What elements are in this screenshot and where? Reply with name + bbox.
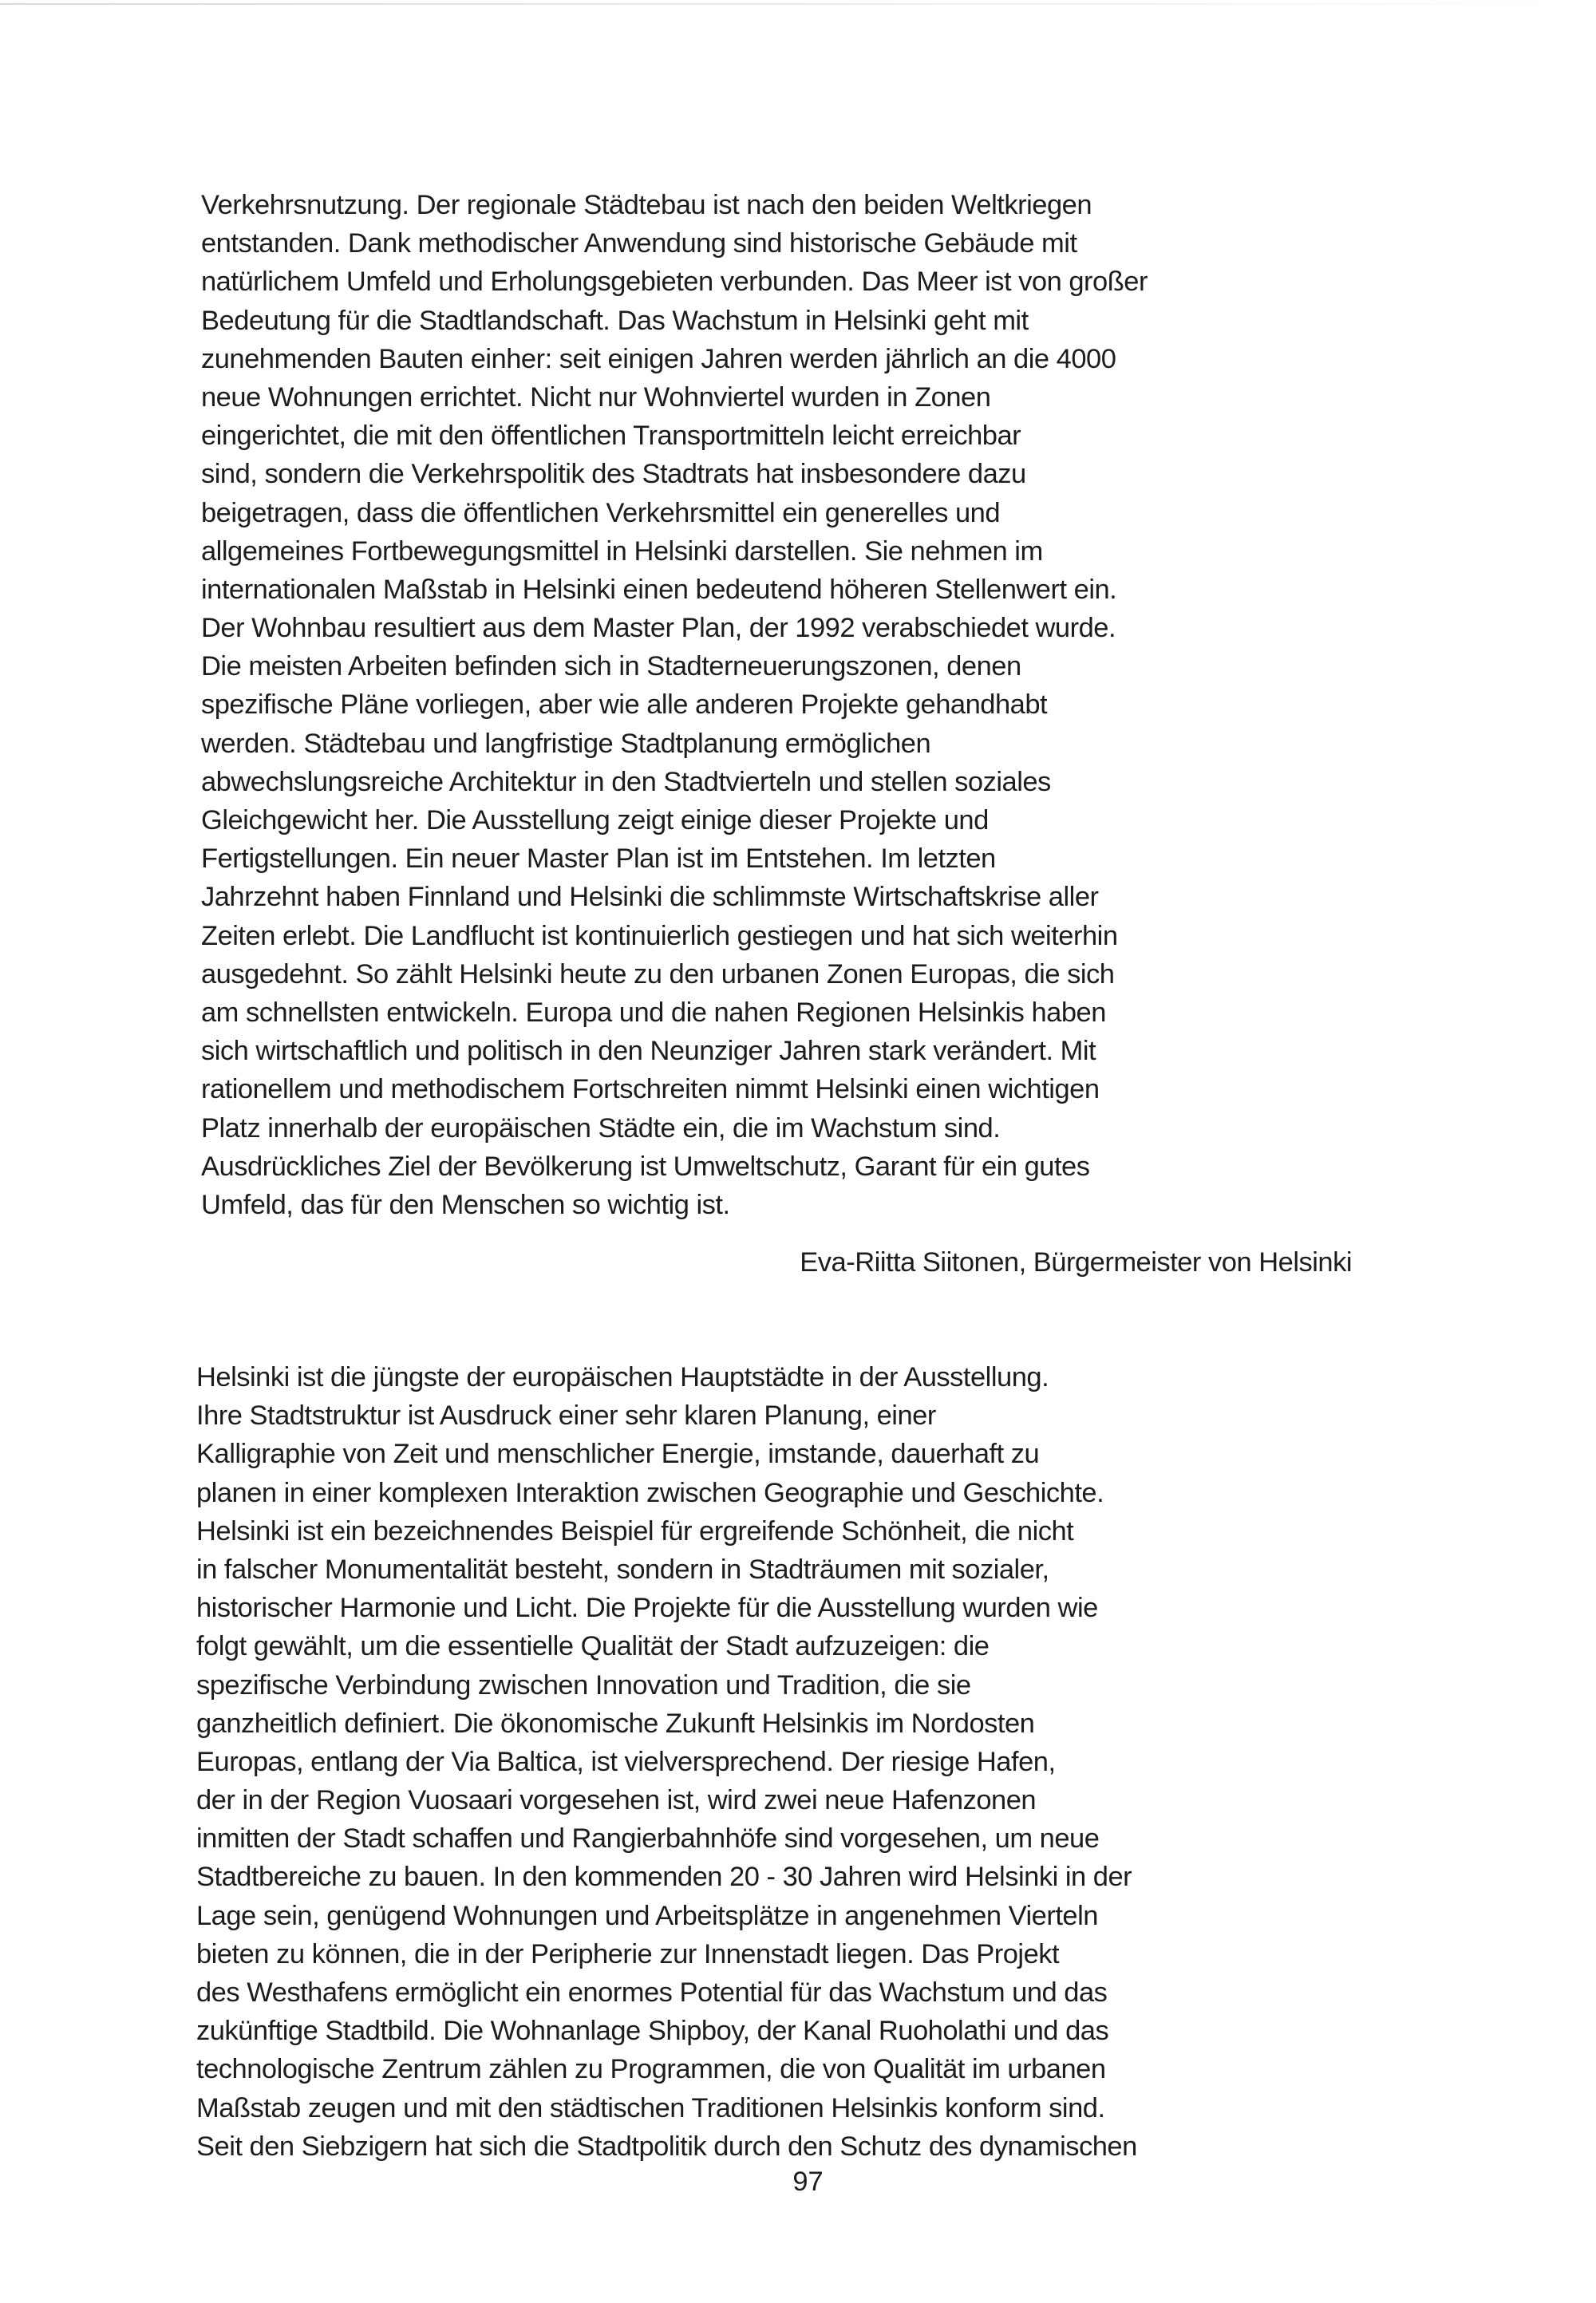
text-line: in falscher Monumentalität besteht, sondern in Stadträumen mit sozialer,: [196, 1554, 1049, 1585]
text-line: Ausdrückliches Ziel der Bevölkerung ist Umweltschutz, Garant für ein gutes: [201, 1151, 1090, 1182]
text-line: spezifische Verbindung zwischen Innovation und Tradition, die sie: [196, 1669, 971, 1701]
text-line: abwechslungsreiche Architektur in den Stadtvierteln und stellen soziales: [201, 766, 1051, 797]
text-line: sind, sondern die Verkehrspolitik des Stadtrats hat insbesondere dazu: [201, 459, 1026, 490]
text-line: Zeiten erlebt. Die Landflucht ist kontinuierlich gestiegen und hat sich weiterhin: [201, 920, 1118, 951]
text-line: Seit den Siebzigern hat sich die Stadtpolitik durch den Schutz des dynamischen: [196, 2131, 1137, 2162]
text-line: zunehmenden Bauten einher: seit einigen Jahren werden jährlich an die 4000: [201, 343, 1116, 374]
text-line: Umfeld, das für den Menschen so wichtig ist.: [201, 1189, 730, 1220]
text-line: Jahrzehnt haben Finnland und Helsinki die schlimmste Wirtschaftskrise aller: [201, 882, 1099, 913]
text-line: Gleichgewicht her. Die Ausstellung zeigt einige dieser Projekte und: [201, 805, 989, 835]
text-line: zukünftige Stadtbild. Die Wohnanlage Shipboy, der Kanal Ruoholathi und das: [196, 2016, 1109, 2047]
text-line: sich wirtschaftlich und politisch in den Neunziger Jahren stark verändert. Mit: [201, 1036, 1096, 1067]
text-line: beigetragen, dass die öffentlichen Verkehrsmittel ein generelles und: [201, 497, 1001, 528]
text-line: spezifische Pläne vorliegen, aber wie alle anderen Projekte gehandhabt: [201, 689, 1048, 721]
text-line: Europas, entlang der Via Baltica, ist vielversprechend. Der riesige Hafen,: [196, 1746, 1056, 1777]
text-line: der in der Region Vuosaari vorgesehen ist, wird zwei neue Hafenzonen: [196, 1785, 1037, 1816]
text-line: Helsinki ist ein bezeichnendes Beispiel für ergreifende Schönheit, die nicht: [196, 1515, 1074, 1547]
text-line: historischer Harmonie und Licht. Die Projekte für die Ausstellung wurden wie: [196, 1593, 1098, 1624]
text-line: Bedeutung für die Stadtlandschaft. Das Wachstum in Helsinki geht mit: [201, 305, 1029, 336]
text-line: ausgedehnt. So zählt Helsinki heute zu den urbanen Zonen Europas, die sich: [201, 958, 1115, 990]
text-line: folgt gewählt, um die essentielle Qualität der Stadt aufzuzeigen: die: [196, 1631, 990, 1662]
text-line: des Westhafens ermöglicht ein enormes Potential für das Wachstum und das: [196, 1977, 1108, 2008]
text-line: Maßstab zeugen und mit den städtischen Traditionen Helsinkis konform sind.: [196, 2092, 1105, 2123]
text-line: Fertigstellungen. Ein neuer Master Plan ist im Entstehen. Im letzten: [201, 843, 996, 875]
text-line: natürlichem Umfeld und Erholungsgebieten verbunden. Das Meer ist von großer: [201, 267, 1148, 298]
text-line: werden. Städtebau und langfristige Stadtplanung ermöglichen: [201, 728, 931, 759]
text-line: eingerichtet, die mit den öffentlichen Transportmitteln leicht erreichbar: [201, 421, 1021, 452]
text-line: bieten zu können, die in der Peripherie zur Innenstadt liegen. Das Projekt: [196, 1938, 1060, 1969]
text-line: internationalen Maßstab in Helsinki einen bedeutend höheren Stellenwert ein.: [201, 574, 1117, 605]
paragraph-mayor-text: [201, 186, 1159, 1224]
text-line: technologische Zentrum zählen zu Programmen, die von Qualität im urbanen: [196, 2054, 1106, 2085]
text-line: Die meisten Arbeiten befinden sich in Stadterneuerungszonen, denen: [201, 651, 1021, 682]
text-line: allgemeines Fortbewegungsmittel in Helsinki darstellen. Sie nehmen im: [201, 535, 1043, 567]
text-line: planen in einer komplexen Interaktion zwischen Geographie und Geschichte.: [196, 1477, 1104, 1508]
text-line: entstanden. Dank methodischer Anwendung sind historische Gebäude mit: [201, 228, 1077, 259]
text-line: Kalligraphie von Zeit und menschlicher Energie, imstande, dauerhaft zu: [196, 1439, 1040, 1470]
text-line: inmitten der Stadt schaffen und Rangierbahnhöfe sind vorgesehen, um neue: [196, 1823, 1100, 1855]
scan-edge-rule: [0, 3, 1596, 5]
text-line: Ihre Stadtstruktur ist Ausdruck einer sehr klaren Planung, einer: [196, 1400, 936, 1432]
text-line: neue Wohnungen errichtet. Nicht nur Wohnviertel wurden in Zonen: [201, 381, 991, 413]
text-line: Helsinki ist die jüngste der europäischen Hauptstädte in der Ausstellung.: [196, 1362, 1049, 1392]
paragraph-exhibition-text: [196, 1358, 1154, 2166]
text-line: Der Wohnbau resultiert aus dem Master Plan, der 1992 verabschiedet wurde.: [201, 613, 1116, 644]
page-number: 97: [792, 2167, 824, 2197]
text-line: Platz innerhalb der europäischen Städte ein, die im Wachstum sind.: [201, 1112, 1001, 1144]
author-signature: Eva-Riitta Siitonen, Bürgermeister von Helsinki: [800, 1247, 1352, 1278]
text-line: Lage sein, genügend Wohnungen und Arbeitsplätze in angenehmen Vierteln: [196, 1900, 1098, 1931]
text-line: am schnellsten entwickeln. Europa und die nahen Regionen Helsinkis haben: [201, 997, 1106, 1028]
text-line: rationellem und methodischem Fortschreiten nimmt Helsinki einen wichtigen: [201, 1074, 1100, 1105]
text-line: Stadtbereiche zu bauen. In den kommenden 20 - 30 Jahren wird Helsinki in der: [196, 1862, 1132, 1893]
text-line: Verkehrsnutzung. Der regionale Städtebau ist nach den beiden Weltkriegen: [201, 190, 1092, 220]
text-line: ganzheitlich definiert. Die ökonomische Zukunft Helsinkis im Nordosten: [196, 1708, 1035, 1739]
